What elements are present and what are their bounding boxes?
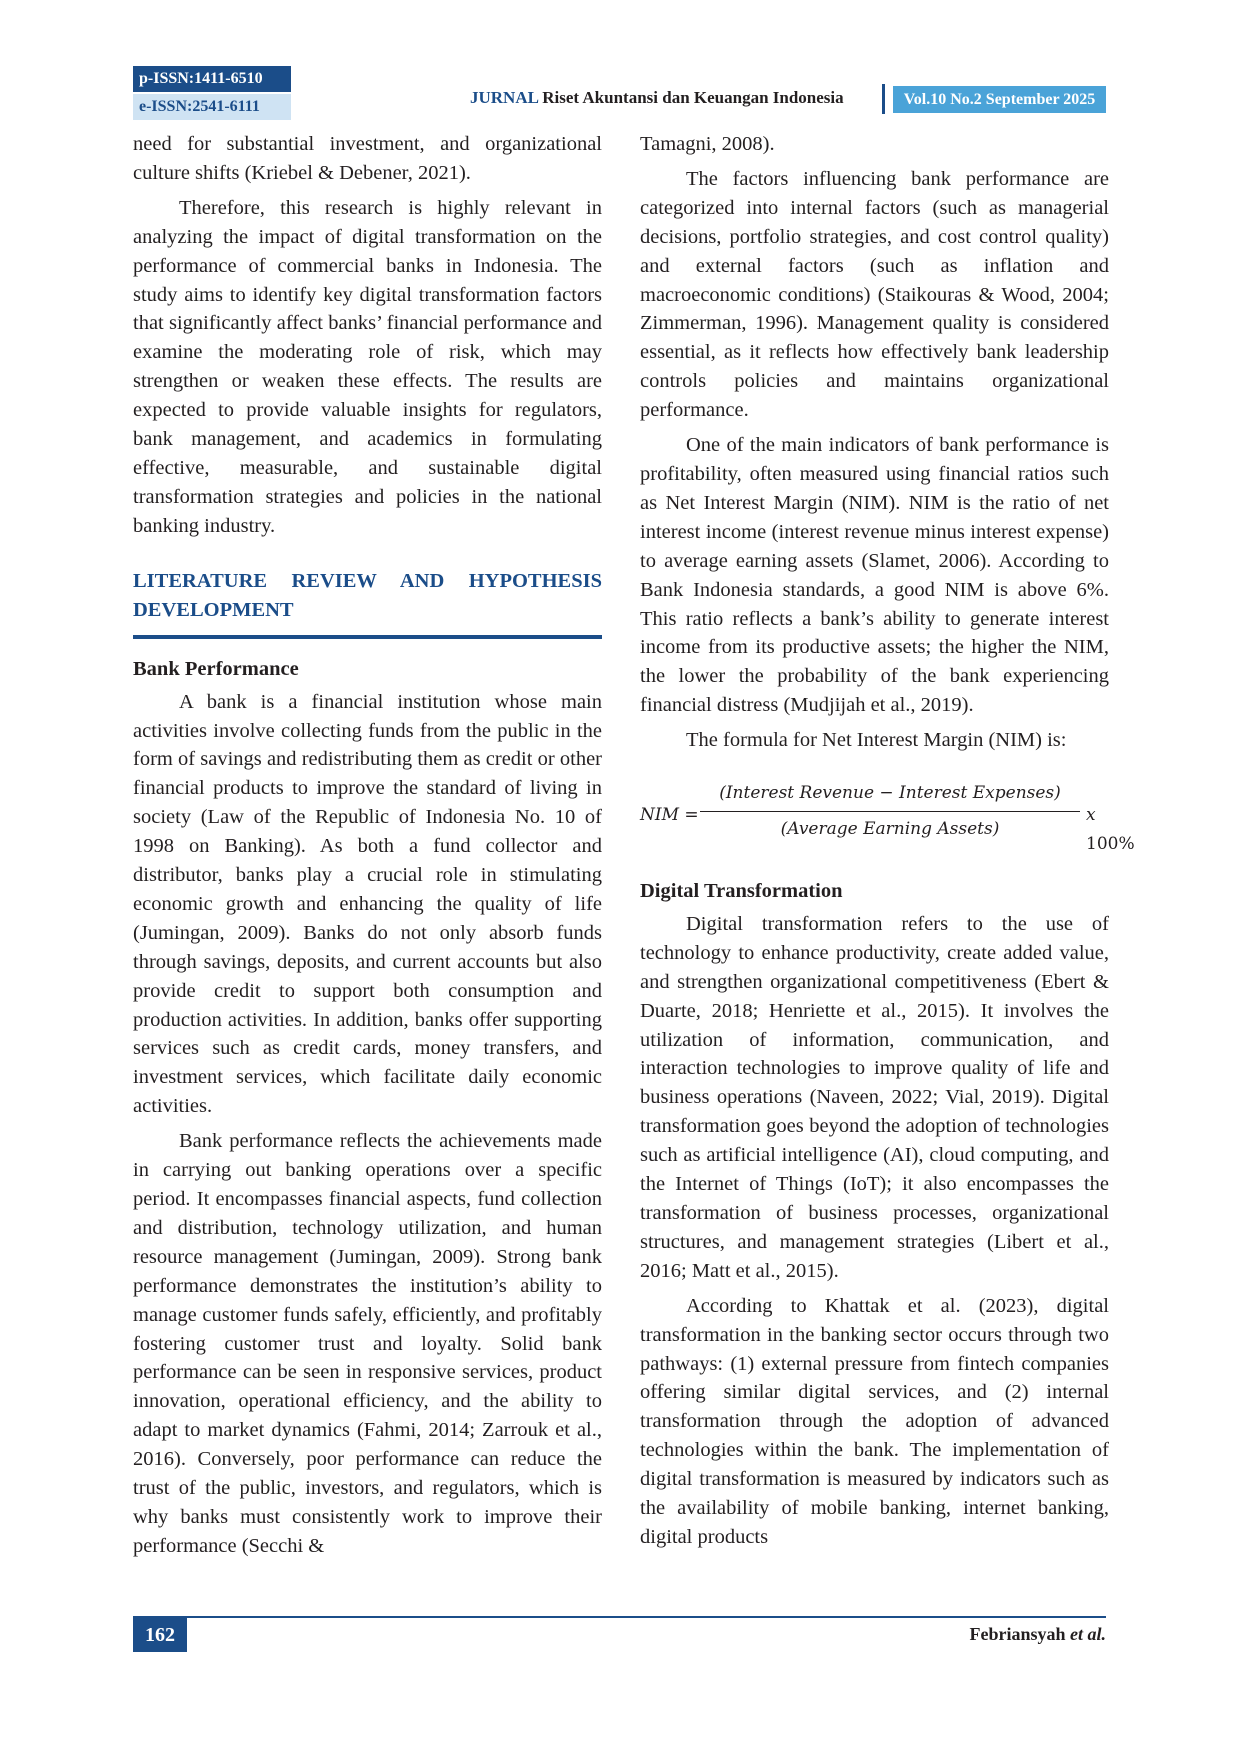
- paragraph: According to Khattak et al. (2023), digital transformation in the banking sector occurs through two pathways: (1) external pressure from fintech companies offering similar digital services, and (2) internal transformation through the adoption of advanced technologies within the bank. The implementation of digital transformation is measured by indicators such as the availability of mobile banking, internet banking, digital products: [640, 1294, 1109, 1548]
- formula-numerator: (Interest Revenue − Interest Expenses): [700, 779, 1080, 812]
- left-column: [133, 130, 602, 1567]
- paragraph: Tamagni, 2008).: [640, 133, 775, 155]
- formula-multiplier: [1086, 801, 1135, 859]
- journal-name: Riset Akuntansi dan Keuangan Indonesia: [542, 88, 844, 107]
- paragraph: Therefore, this research is highly relevant in analyzing the impact of digital transformation on the performance of commercial banks in Indonesia. The study aims to identify key digital transformation factors that significantly affect banks’ financial performance and examine the moderating role of risk, which may strengthen or weaken these effects. The results are expected to provide valuable insights for regulators, bank management, and academics in formulating effective, measurable, and sustainable digital transformation strategies and policies in the national banking industry.: [133, 196, 602, 537]
- formula-percent: 100%: [1086, 833, 1135, 854]
- subheading-bank-performance: Bank Performance: [133, 657, 299, 680]
- section-rule: [133, 635, 602, 639]
- journal-title: [470, 88, 844, 108]
- footer-rule: [133, 1616, 1106, 1618]
- formula-times: x: [1086, 805, 1096, 826]
- journal-prefix: JURNAL: [470, 88, 539, 107]
- footer-author: [969, 1624, 1106, 1645]
- author-suffix: et al.: [1070, 1624, 1106, 1644]
- e-issn-badge: e-ISSN:2541-6111: [133, 94, 291, 120]
- paragraph: The formula for Net Interest Margin (NIM) is:: [686, 729, 1067, 752]
- paragraph: Bank performance reflects the achievements made in carrying out banking operations over a specific period. It encompasses financial aspects, fund collection and distribution, technology utilization, and human resource management (Jumingan, 2009). Strong bank performance demonstrates the institution’s ability to manage customer funds safely, efficiently, and profitably fostering customer trust and loyalty. Solid bank performance can be seen in responsive services, product innovation, operational efficiency, and the ability to adapt to market dynamics (Fahmi, 2014; Zarrouk et al., 2016). Conversely, poor performance can reduce the trust of the public, investors, and regulators, which is why banks must consistently work to improve their performance (Secchi &: [133, 1130, 602, 1557]
- formula-fraction: [700, 779, 1080, 844]
- formula-denominator: (Average Earning Assets): [780, 818, 1000, 839]
- paragraph: Digital transformation refers to the use of technology to enhance productivity, create added value, and strengthen organizational competitiveness (Ebert & Duarte, 2018; Henriette et al., 2015). It involves the utilization of information, communication, and interaction technologies to improve quality of life and business operations (Naveen, 2022; Vial, 2019). Digital transformation goes beyond the adoption of technologies such as artificial intelligence (AI), cloud computing, and the Internet of Things (IoT); it also encompasses the transformation of business processes, organizational structures, and management strategies (Libert et al., 2016; Matt et al., 2015).: [640, 912, 1109, 1282]
- subheading-digital-transformation: Digital Transformation: [640, 880, 843, 903]
- header-divider: [882, 84, 885, 114]
- paragraph: The factors influencing bank performance are categorized into internal factors (such as managerial decisions, portfolio strategies, and cost control quality) and external factors (such as inflation and macroeconomic conditions) (Staikouras & Wood, 2004; Zimmerman, 1996). Management quality is considered essential, as it reflects how effectively bank leadership controls policies and maintains organizational performance.: [640, 167, 1109, 422]
- section-heading: LITERATURE REVIEW AND HYPOTHESIS DEVELOPMENT: [133, 569, 602, 621]
- paragraph: One of the main indicators of bank performance is profitability, often measured using financial ratios such as Net Interest Margin (NIM). NIM is the ratio of net interest income (interest revenue minus interest expense) to average earning assets (Slamet, 2006). According to Bank Indonesia standards, a good NIM is above 6%. This ratio reflects a bank’s ability to generate interest income from its productive assets; the higher the NIM, the lower the probability of the bank experiencing financial distress (Mudjijah et al., 2019).: [640, 434, 1109, 717]
- paragraph: need for substantial investment, and organizational culture shifts (Kriebel & Debener, 2021).: [133, 133, 602, 184]
- p-issn-badge: p-ISSN:1411-6510: [133, 66, 291, 92]
- nim-formula: [640, 779, 1135, 854]
- right-column: [640, 130, 1135, 1558]
- formula-lhs: NIM =: [640, 805, 699, 826]
- volume-badge: Vol.10 No.2 September 2025: [893, 86, 1106, 113]
- author-name: Febriansyah: [969, 1624, 1066, 1644]
- page-number: 162: [133, 1618, 187, 1652]
- paragraph: A bank is a financial institution whose main activities involve collecting funds from the public in the form of savings and redistributing them as credit or other financial products to improve the standard of living in society (Law of the Republic of Indonesia No. 10 of 1998 on Banking). As both a fund collector and distributor, banks play a crucial role in stimulating economic growth and enhancing the quality of life (Jumingan, 2009). Banks do not only absorb funds through savings, deposits, and current accounts but also provide credit to support both consumption and production activities. In addition, banks offer supporting services such as credit cards, money transfers, and investment services, which facilitate daily economic activities.: [133, 690, 602, 1118]
